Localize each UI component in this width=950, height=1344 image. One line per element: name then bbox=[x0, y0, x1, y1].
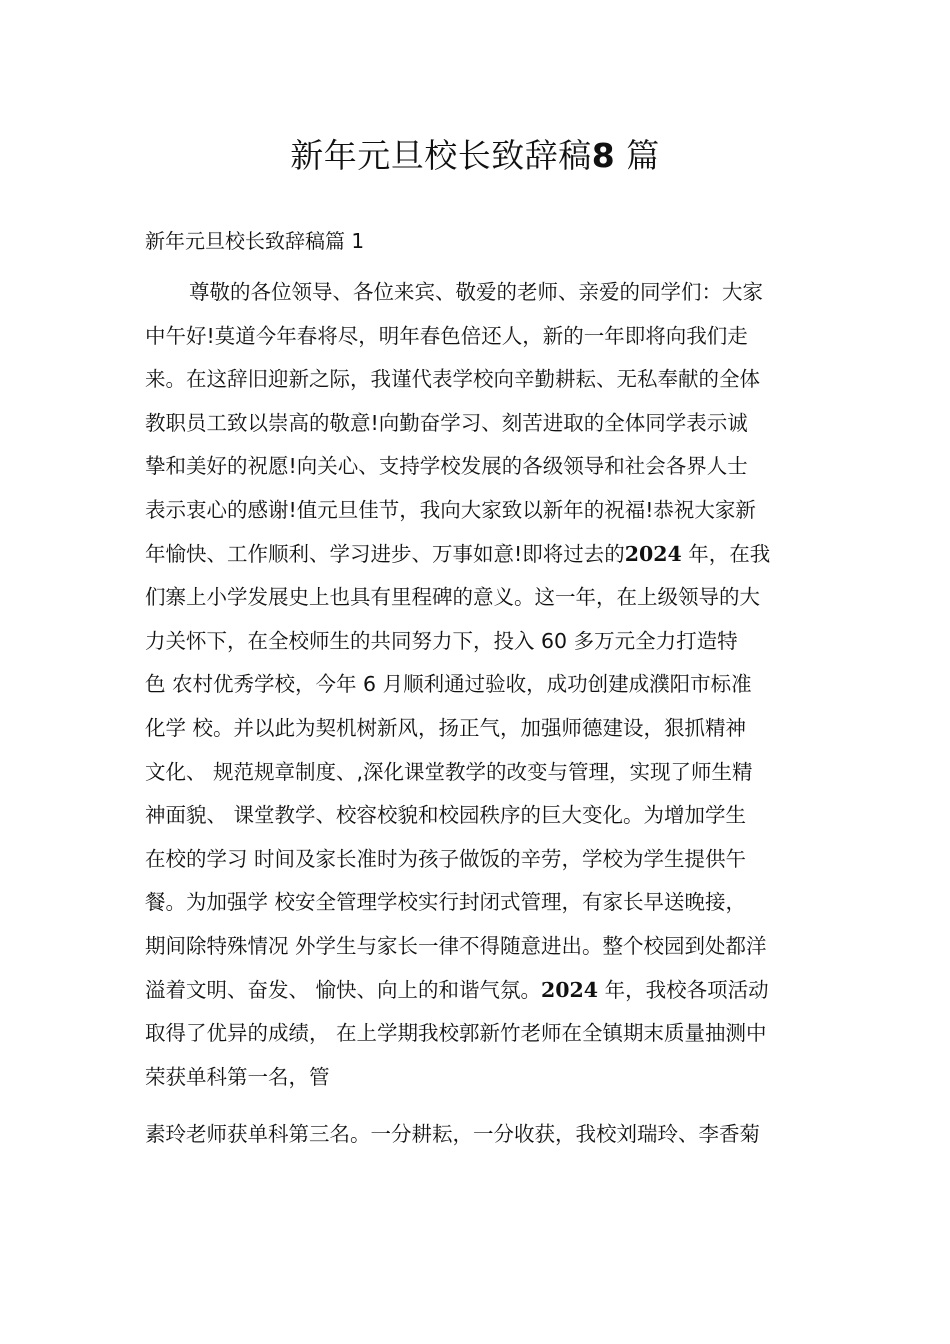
body-line-text: 年，在我 bbox=[681, 541, 771, 566]
body-line: 们寨上小学发展史上也具有里程碑的意义。这一年，在上级领导的大 bbox=[145, 585, 760, 610]
body-line: 文化、 规范规章制度、,深化课堂教学的改变与管理，实现了师生精 bbox=[145, 759, 753, 784]
body-line-text: 年愉快、工作顺利、学习进步、万事如意!即将过去的 bbox=[145, 541, 625, 566]
continuation-line: 素玲老师获单科第三名。一分耕耘，一分收获，我校刘瑞玲、李香菊 bbox=[145, 1122, 760, 1146]
body-line: 挚和美好的祝愿!向关心、支持学校发展的各级领导和社会各界人士 bbox=[145, 454, 748, 479]
body-line: 表示衷心的感谢!值元旦佳节，我向大家致以新年的祝福!恭祝大家新 bbox=[145, 497, 756, 522]
body-line: 期间除特殊情况 外学生与家长一律不得随意进出。整个校园到处都洋 bbox=[145, 933, 767, 958]
body-line: 餐。为加强学 校安全管理学校实行封闭式管理，有家长早送晚接， bbox=[145, 890, 747, 915]
body-line: 神面貌、 课堂教学、校容校貌和校园秩序的巨大变化。为增加学生 bbox=[145, 803, 747, 828]
body-line: 化学 校。并以此为契机树新风，扬正气，加强师德建设，狠抓精神 bbox=[145, 715, 747, 740]
body-line: 教职员工致以崇高的敬意!向勤奋学习、刻苦进取的全体同学表示诚 bbox=[145, 410, 748, 435]
year-number: 2024 bbox=[624, 541, 682, 566]
body-line: 荣获单科第一名，管 bbox=[145, 1064, 330, 1089]
body-line: 在校的学习 时间及家长准时为孩子做饭的辛劳，学校为学生提供午 bbox=[145, 846, 747, 871]
body-line: 中午好!莫道今年春将尽，明年春色倍还人，新的一年即将向我们走 bbox=[145, 323, 748, 348]
body-line: 力关怀下，在全校师生的共同努力下，投入 60 多万元全力打造特 bbox=[145, 628, 738, 653]
body-line-text: 溢着文明、奋发、 愉快、向上的和谐气氛。 bbox=[145, 977, 542, 1002]
title-suffix: 篇 bbox=[626, 136, 660, 175]
body-line: 尊敬的各位领导、各位来宾、敬爱的老师、亲爱的同学们：大家 bbox=[189, 280, 763, 304]
section-heading: 新年元旦校长致辞稿篇 1 bbox=[145, 229, 365, 253]
body-line: 取得了优异的成绩， 在上学期我校郭新竹老师在全镇期末质量抽测中 bbox=[145, 1021, 767, 1046]
title-number: 8 bbox=[591, 136, 616, 175]
body-line: 来。在这辞旧迎新之际，我谨代表学校向辛勤耕耘、无私奉献的全体 bbox=[145, 367, 760, 392]
document-title bbox=[0, 132, 950, 180]
body-line bbox=[145, 533, 815, 577]
title-text: 新年元旦校长致辞稿 bbox=[290, 136, 592, 175]
body-line bbox=[145, 969, 815, 1013]
body-line-text: 年，我校各项活动 bbox=[598, 977, 769, 1002]
body-line: 色 农村优秀学校，今年 6 月顺利通过验收，成功创建成濮阳市标准 bbox=[145, 672, 752, 697]
year-number: 2024 bbox=[541, 977, 599, 1002]
body-paragraph bbox=[145, 271, 815, 1099]
